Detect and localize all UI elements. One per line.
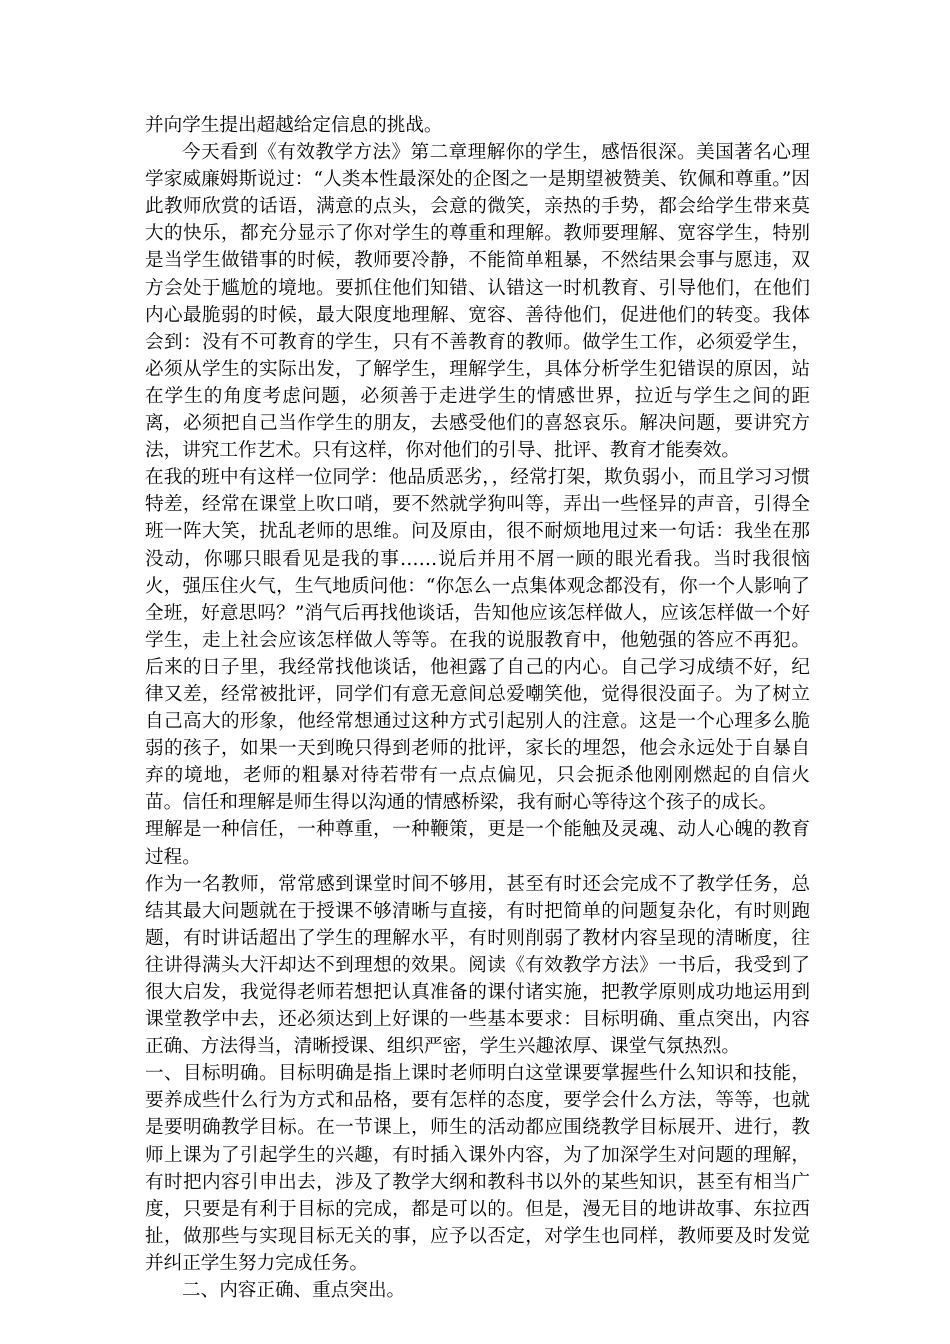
paragraph-continuation: 并向学生提出超越给定信息的挑战。 <box>145 115 443 136</box>
document-page <box>145 112 810 1304</box>
paragraph-understanding-students: 今天看到《有效教学方法》第二章理解你的学生，感悟很深。美国著名心理学家威廉姆斯说过：“人类本性最深处的企图之一是期望被赞美、钦佩和尊重。”因此教师欣赏的话语，满意的点头，会意的微笑，亲热的手势，都会给学生带来莫大的快乐，都充分显示了你对学生的尊重和理解。教师要理解、宽容学生，特别是当学生做错事的时候，教师要冷静，不能简单粗暴，不然结果会事与愿违，双方会处于尴尬的境地。要抓住他们知错、认错这一时机教育、引导他们，在他们内心最脆弱的时候，最大限度地理解、宽容、善待他们，促进他们的转变。我体会到：没有不可教育的学生，只有不善教育的教师。做学生工作，必须爱学生，必须从学生的实际出发，了解学生，理解学生，具体分析学生犯错误的原因，站在学生的角度考虑问题，必须善于走进学生的情感世界，拉近与学生之间的距离，必须把自己当作学生的朋友，去感受他们的喜怒哀乐。解决问题，要讲究方法，讲究工作艺术。只有这样，你对他们的引导、批评、教育才能奏效。 <box>145 142 810 462</box>
paragraph-clear-goals: 一、目标明确。目标明确是指上课时老师明白这堂课要掌握些什么知识和技能，要养成些什么行为方式和品格，要有怎样的态度，要学会什么方法，等等，也就是要明确教学目标。在一节课上，师生的活动都应围绕教学目标展开、进行，教师上课为了引起学生的兴趣，有时插入课外内容，为了加深学生对问题的理解，有时把内容引申出去，涉及了教学大纲和教科书以外的某些知识，甚至有相当广度，只要是有利于目标的完成，都是可以的。但是，漫无目的地讲故事、东拉西扯，做那些与实现目标无关的事，应予以否定，对学生也同样，教师要及时发觉并纠正学生努力完成任务。 <box>145 1063 810 1274</box>
paragraph-teaching-reflection: 作为一名教师，常常感到课堂时间不够用，甚至有时还会完成不了教学任务，总结其最大问题就在于授课不够清晰与直接，有时把简单的问题复杂化，有时则跑题，有时讲话超出了学生的理解水平，有时则削弱了教材内容呈现的清晰度，往往讲得满头大汗却达不到理想的效果。阅读《有效教学方法》一书后，我受到了很大启发，我觉得老师若想把认真准备的课付诸实施，把教学原则成功地运用到课堂教学中去，还必须达到上好课的一些基本要求：目标明确、重点突出，内容正确、方法得当，清晰授课、组织严密，学生兴趣浓厚、课堂气氛热烈。 <box>145 873 810 1058</box>
paragraph-understanding-definition: 理解是一种信任，一种尊重，一种鞭策，更是一个能触及灵魂、动人心魄的教育过程。 <box>145 819 810 868</box>
section-heading-content-focus: 二、内容正确、重点突出。 <box>182 1280 406 1302</box>
paragraph-student-story: 在我的班中有这样一位同学：他品质恶劣，，经常打架，欺负弱小，而且学习习惯特差，经常在课堂上吹口哨，要不然就学狗叫等，弄出一些怪异的声音，引得全班一阵大笑，扰乱老师的思维。问及原由，很不耐烦地甩过来一句话：我坐在那没动，你哪只眼看见是我的事……说后并用不屑一顾的眼光看我。当时我很恼火，强压住火气，生气地质问他：“你怎么一点集体观念都没有，你一个人影响了全班，好意思吗？”消气后再找他谈话，告知他应该怎样做人，应该怎样做一个好学生，走上社会应该怎样做人等等。在我的说服教育中，他勉强的答应不再犯。后来的日子里，我经常找他谈话，他袒露了自己的内心。自己学习成绩不好，纪律又差，经常被批评，同学们有意无意间总爱嘲笑他，觉得很没面子。为了树立自己高大的形象，他经常想通过这种方式引起别人的注意。这是一个心理多么脆弱的孩子，如果一天到晚只得到老师的批评，家长的埋怨，他会永远处于自暴自弃的境地，老师的粗暴对待若带有一点点偏见，只会扼杀他刚刚燃起的自信火苗。信任和理解是师生得以沟通的情感桥梁，我有耐心等待这个孩子的成长。 <box>145 467 810 814</box>
